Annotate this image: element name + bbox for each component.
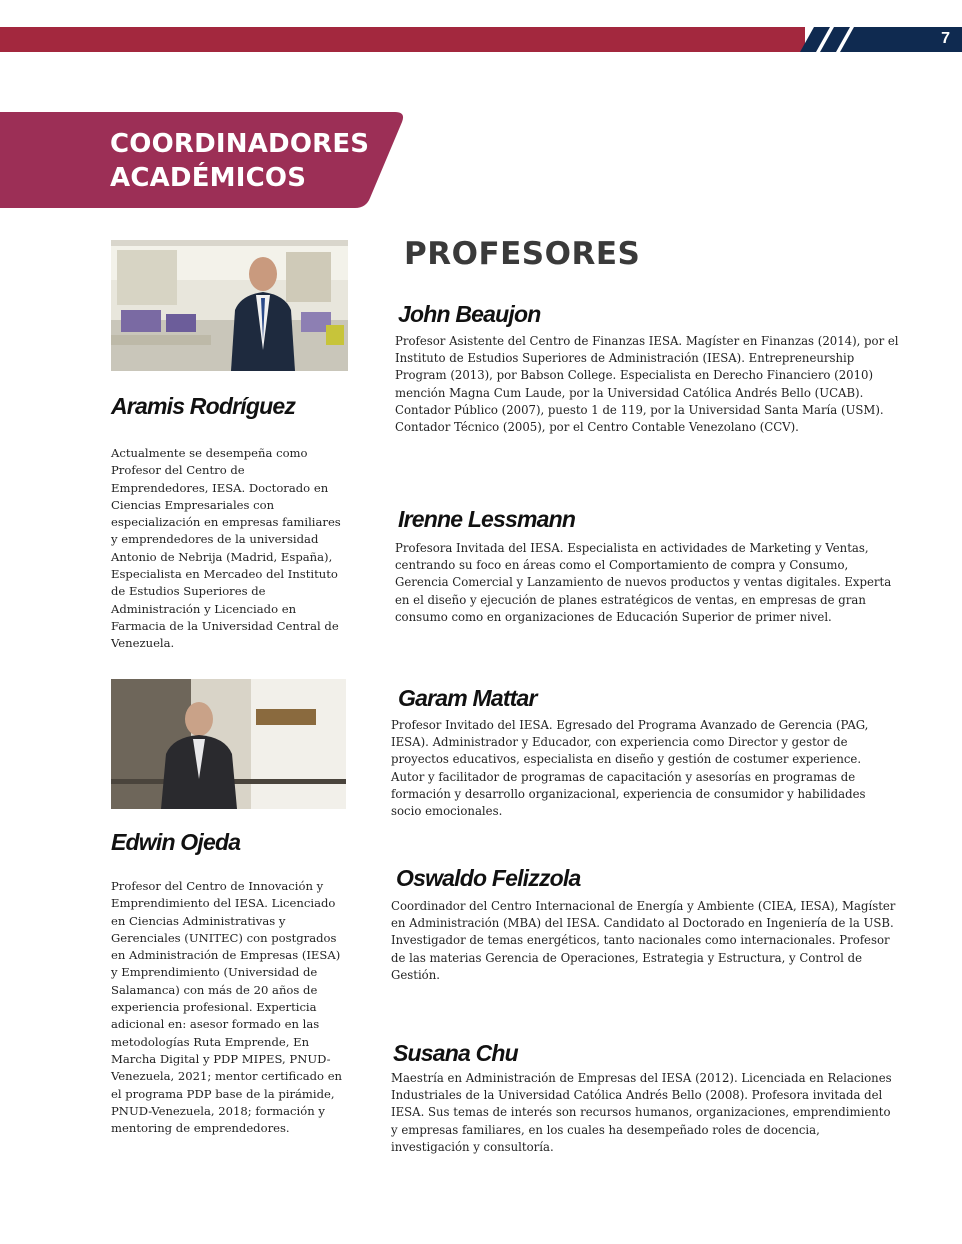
professor-bio: Maestría en Administración de Empresas del IESA (2012). Licenciada en Relaciones Industriales de la Universidad Católica Andrés Bello (2008). Profesora invitada del IESA. Sus temas de interés son recursos humanos, organizaciones, emprendimiento y empresas familiares, en los cuales ha desempeñado roles de docencia, investigación y consultoría.: [391, 1071, 892, 1154]
header-stripe: [0, 27, 962, 52]
professor-name: John Beaujon: [398, 301, 541, 327]
professor-name: Susana Chu: [393, 1040, 518, 1066]
professor-name: Oswaldo Felizzola: [396, 865, 581, 891]
professor-bio: Coordinador del Centro Internacional de Energía y Ambiente (CIEA, IESA), Magíster en Administración (MBA) del IESA. Candidato al Doctorado en Ingeniería de la USB. Investigador de temas energéticos, tanto nacionales como internacionales. Profesor de las materias Gerencia de Operaciones, Estrategia y Estructura, y Control de Gestión.: [391, 899, 896, 982]
professor-name: Garam Mattar: [398, 685, 537, 711]
professors-heading: PROFESORES: [404, 236, 641, 272]
page-number: 7: [941, 30, 950, 47]
professor-bio: Profesor Asistente del Centro de Finanzas IESA. Magíster en Finanzas (2014), por el Instituto de Estudios Superiores de Administración (IESA). Entrepreneurship Program (2013), por Babson College. Especialista en Derecho Financiero (2010) mención Magna Cum Laude, por la Universidad Católica Andrés Bello (UCAB). Contador Público (2007), puesto 1 de 119, por la Universidad Santa María (USM). Contador Técnico (2005), por el Centro Contable Venezolano (CCV).: [395, 334, 899, 435]
coordinator-photo: [111, 240, 348, 371]
coordinator-photo: [111, 679, 346, 809]
coordinator-name: Edwin Ojeda: [111, 829, 241, 855]
coordinator-bio: Profesor del Centro de Innovación y Emprendimiento del IESA. Licenciado en Ciencias Administrativas y Gerenciales (UNITEC) con postgrados en Administración de Empresas (IESA) y Emprendimiento (Universidad de Salamanca) con más de 20 años de experiencia profesional. Experticia adicional en: asesor formado en las metodologías Ruta Emprende, En Marcha Digital y PDP MIPES, PNUD-Venezuela, 2021; mentor certificado en el programa PDP base de la pirámide, PNUD-Venezuela, 2018; formación y mentoring de emprendedores.: [111, 879, 343, 1136]
professor-name: Irenne Lessmann: [398, 506, 576, 532]
coordinator-name: Aramis Rodríguez: [111, 393, 296, 419]
coordinator-bio: Actualmente se desempeña como Profesor del Centro de Emprendedores, IESA. Doctorado en Ciencias Empresariales con especialización en empresas familiares y emprendedores de la universidad Antonio de Nebrija (Madrid, España), Especialista en Mercadeo del Instituto de Estudios Superiores de Administración y Licenciado en Farmacia de la Universidad Central de Venezuela.: [111, 446, 341, 651]
section-title: COORDINADORES ACADÉMICOS: [110, 129, 370, 193]
professor-bio: Profesor Invitado del IESA. Egresado del Programa Avanzado de Gerencia (PAG, IESA). Administrador y Educador, con experiencia como Director y gestor de proyectos educativos, especialista en diseño y gestión de costumer experience. Autor y facilitador de programas de capacitación y asesorías en programas de formación y desarrollo organizacional, experiencia de consumidor y habilidades socio emocionales.: [391, 718, 869, 819]
professor-bio: Profesora Invitada del IESA. Especialista en actividades de Marketing y Ventas, centrando su foco en áreas como el Comportamiento de compra y Consumo, Gerencia Comercial y Lanzamiento de nuevos productos y ventas digitales. Experta en el diseño y ejecución de planes estratégicos de ventas, en empresas de gran consumo como en organizaciones de Educación Superior de primer nivel.: [395, 541, 892, 624]
